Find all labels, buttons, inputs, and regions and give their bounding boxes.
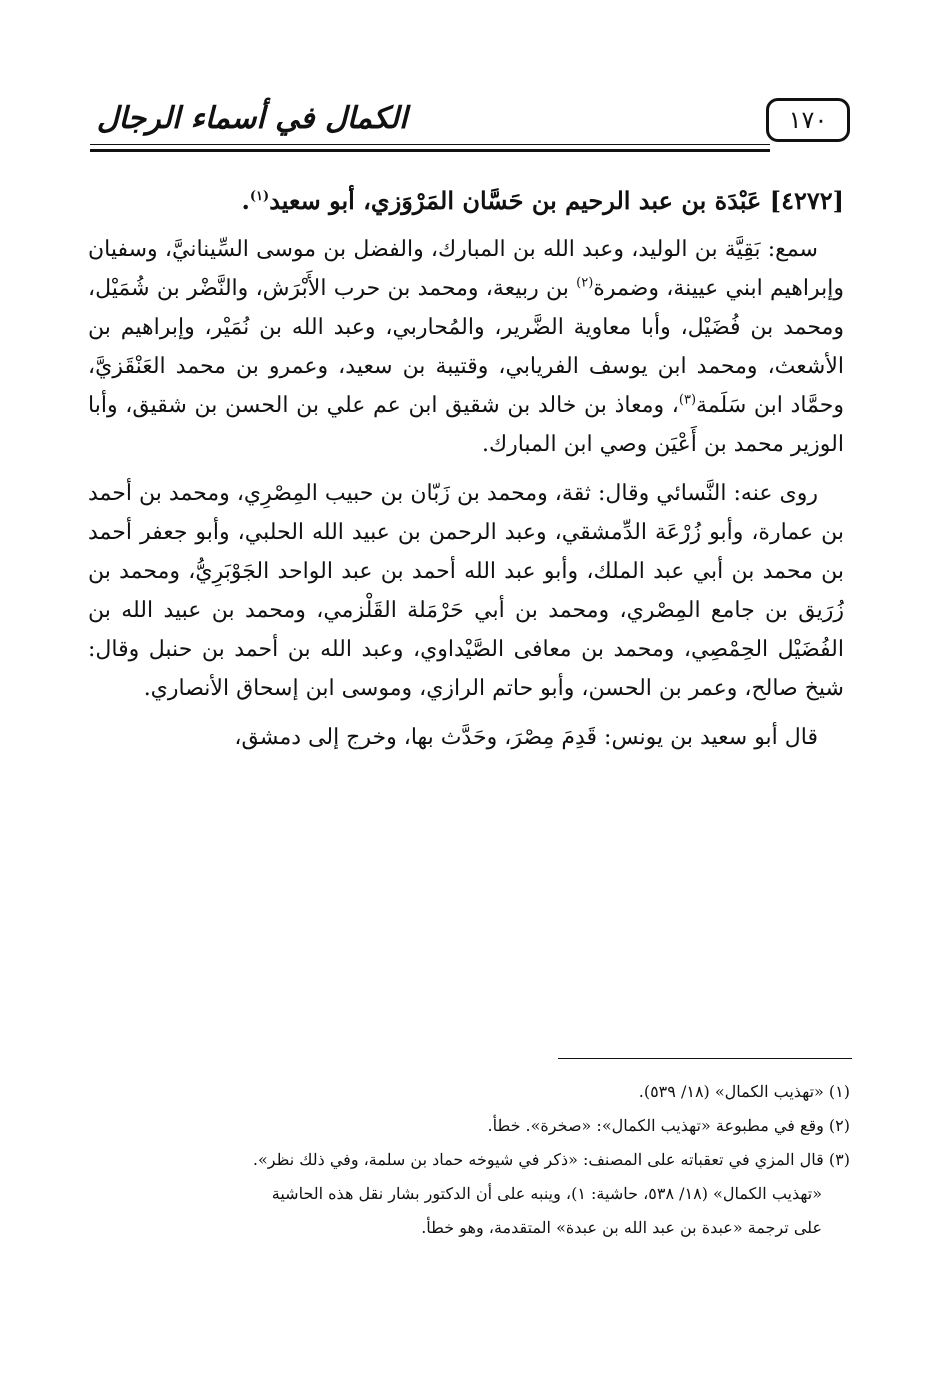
header-rule-thin xyxy=(90,144,770,145)
running-title: الكمال في أسماء الرجال xyxy=(96,101,408,136)
page-number: ١٧٠ xyxy=(766,98,850,142)
footnote-3-continuation: «تهذيب الكمال» (١٨/ ٥٣٨، حاشية: ١)، وينبه على أن الدكتور بشار نقل هذه الحاشية xyxy=(271,1184,822,1203)
paragraph-ibn-yunus: قال أبو سعيد بن يونس: قَدِمَ مِصْرَ، وحَدَّث بها، وخرج إلى دمشق، xyxy=(234,725,818,750)
footnote-3-continuation-2: على ترجمة «عبدة بن عبد الله بن عبدة» المتقدمة، وهو خطأ. xyxy=(421,1218,822,1237)
footnote-separator xyxy=(558,1058,852,1059)
paragraph-students: روى عنه: النَّسائي وقال: ثقة، ومحمد بن زَبّان بن حبيب المِصْرِي، ومحمد بن أحمد بن عمارة، وأبو زُرْعَة الدِّمشقي، وعبد الرحمن بن عبيد الله الحلبي، وأبو جعفر أحمد بن محمد بن أبي عبد الملك، وأبو عبد الله أحمد بن عبد الواحد الجَوْبَرِيُّ، ومحمد بن زُرَيق بن جامع المِصْري، ومحمد بن أبي حَرْمَلة القَلْزمي، ومحمد بن عبيد الله بن الفُضَيْل الحِمْصِي، ومحمد بن معافى الصَّيْداوي، وعبد الله بن أحمد بن حنبل وقال: شيخ صالح، وعمر بن الحسن، وأبو حاتم الرازي، وموسى ابن إسحاق الأنصاري. xyxy=(88,481,844,701)
entry-title-end: . xyxy=(241,186,250,215)
footnote-ref-1: (١) xyxy=(249,189,270,204)
header-rule-thick xyxy=(90,149,770,152)
footnotes xyxy=(88,1075,850,1245)
footnote-3: (٣) قال المزي في تعقباته على المصنف: «ذكر في شيوخه حماد بن سلمة، وفي ذلك نظر». xyxy=(252,1150,850,1169)
page-header xyxy=(90,92,850,154)
footnote-ref-2: (٢) xyxy=(576,275,594,291)
paragraph-teachers-part3: ، ومعاذ بن خالد بن شقيق ابن عم علي بن الحسن بن شقيق، وأبا الوزير محمد بن أَعْيَن وصي ابن المبارك. xyxy=(88,393,844,457)
paragraph-teachers-part2: بن ربيعة، ومحمد بن حرب الأَبْرَش، والنَّضْر بن شُمَيْل، ومحمد بن فُضَيْل، وأبا معاوية الضَّرير، والمُحاربي، وعبد الله بن نُمَيْر، وإبراهيم بن الأشعث، ومحمد ابن يوسف الفريابي، وقتيبة بن سعيد، وعمرو بن محمد العَنْقَزيَّ، وحمَّاد ابن سَلَمة xyxy=(88,276,844,418)
footnote-ref-3: (٣) xyxy=(678,392,697,408)
paragraph-teachers xyxy=(88,230,844,464)
paragraph-teachers-part1: سمع: بَقِيَّة بن الوليد، وعبد الله بن المبارك، والفضل بن موسى السِّينانيَّ، وسفيان وإبراهيم ابني عيينة، وضمرة xyxy=(88,237,844,301)
entry-title xyxy=(88,180,844,222)
main-text xyxy=(88,180,844,767)
footnote-2: (٢) وقع في مطبوعة «تهذيب الكمال»: «صخرة». خطأ. xyxy=(487,1116,850,1135)
entry-title-text: [٤٢٧٢] عَبْدَة بن عبد الرحيم بن حَسَّان المَرْوَزي، أبو سعيد xyxy=(269,186,844,215)
footnote-1: (١) «تهذيب الكمال» (١٨/ ٥٣٩). xyxy=(638,1082,850,1101)
